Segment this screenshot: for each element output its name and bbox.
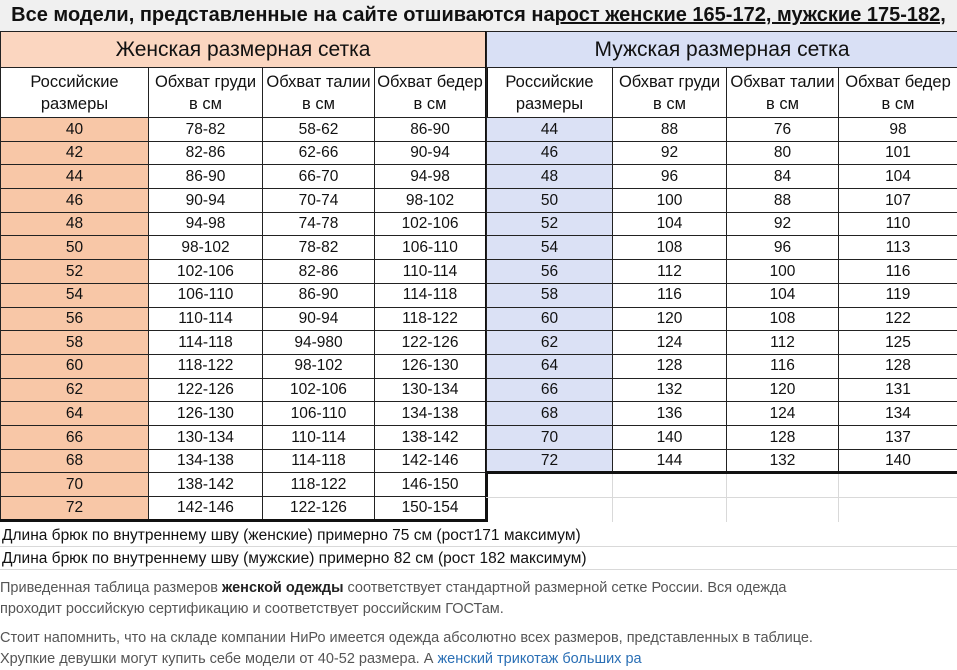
women-size-cell: 72 <box>1 497 149 521</box>
men-size-row <box>487 425 957 449</box>
women-chest-cell: 106-110 <box>149 283 263 307</box>
women-size-cell: 56 <box>1 307 149 331</box>
men-chest-cell: 92 <box>613 141 727 165</box>
men-chest-cell: 124 <box>613 331 727 355</box>
women-size-row <box>1 141 487 165</box>
men-size-cell: 52 <box>487 212 613 236</box>
men-hips-cell: 98 <box>839 118 957 142</box>
women-size-row <box>1 307 487 331</box>
men-size-row <box>487 307 957 331</box>
women-size-cell: 66 <box>1 425 149 449</box>
banner-text: Все модели, представленные на сайте отшиваются на <box>11 4 554 27</box>
men-chest-cell: 116 <box>613 283 727 307</box>
women-size-row <box>1 354 487 378</box>
women-size-cell: 54 <box>1 283 149 307</box>
grid-divider <box>726 474 727 522</box>
men-waist-cell: 120 <box>727 378 839 402</box>
women-size-cell: 52 <box>1 260 149 284</box>
men-hips-cell: 116 <box>839 260 957 284</box>
women-hips-cell: 86-90 <box>375 118 487 142</box>
men-size-row <box>487 260 957 284</box>
women-header-hips: Обхват бедер в см <box>375 68 487 118</box>
empty-grid-area <box>486 474 957 522</box>
men-hips-cell: 107 <box>839 189 957 213</box>
men-chest-cell: 96 <box>613 165 727 189</box>
men-size-row <box>487 449 957 473</box>
paragraph-text: Хрупкие девушки могут купить себе модели от 40-52 размера. А <box>0 651 437 667</box>
men-hips-cell: 113 <box>839 236 957 260</box>
men-size-cell: 66 <box>487 378 613 402</box>
men-waist-cell: 100 <box>727 260 839 284</box>
men-size-cell: 56 <box>487 260 613 284</box>
women-hips-cell: 102-106 <box>375 212 487 236</box>
men-hips-cell: 104 <box>839 165 957 189</box>
men-size-cell: 62 <box>487 331 613 355</box>
men-size-row <box>487 118 957 142</box>
women-hips-cell: 126-130 <box>375 354 487 378</box>
women-waist-cell: 58-62 <box>263 118 375 142</box>
women-hips-cell: 118-122 <box>375 307 487 331</box>
women-hips-cell: 114-118 <box>375 283 487 307</box>
women-size-row <box>1 189 487 213</box>
men-waist-cell: 80 <box>727 141 839 165</box>
men-waist-cell: 76 <box>727 118 839 142</box>
men-size-cell: 70 <box>487 425 613 449</box>
women-chest-cell: 134-138 <box>149 449 263 473</box>
women-size-cell: 60 <box>1 354 149 378</box>
trousers-note-women: Длина брюк по внутреннему шву (женские) примерно 75 см (рост171 максимум) <box>2 527 581 545</box>
men-hips-cell: 122 <box>839 307 957 331</box>
men-hips-cell: 137 <box>839 425 957 449</box>
men-size-row <box>487 165 957 189</box>
women-chest-cell: 102-106 <box>149 260 263 284</box>
men-waist-cell: 88 <box>727 189 839 213</box>
women-chest-cell: 126-130 <box>149 402 263 426</box>
women-size-cell: 40 <box>1 118 149 142</box>
size-info-paragraph <box>0 578 957 620</box>
women-size-cell: 48 <box>1 212 149 236</box>
men-size-cell: 54 <box>487 236 613 260</box>
women-chest-cell: 86-90 <box>149 165 263 189</box>
women-hips-cell: 150-154 <box>375 497 487 521</box>
men-hips-cell: 128 <box>839 354 957 378</box>
men-chest-cell: 144 <box>613 449 727 473</box>
men-hips-cell: 119 <box>839 283 957 307</box>
women-waist-cell: 70-74 <box>263 189 375 213</box>
women-size-row <box>1 378 487 402</box>
plus-size-link[interactable]: женский трикотаж больших ра <box>437 651 641 667</box>
women-waist-cell: 86-90 <box>263 283 375 307</box>
women-hips-cell: 130-134 <box>375 378 487 402</box>
women-size-row <box>1 402 487 426</box>
men-waist-cell: 112 <box>727 331 839 355</box>
note-divider <box>0 546 957 547</box>
paragraph-text: соответствует стандартной размерной сетке России. Вся одежда <box>343 580 786 596</box>
men-size-row <box>487 283 957 307</box>
men-size-cell: 68 <box>487 402 613 426</box>
women-waist-cell: 74-78 <box>263 212 375 236</box>
women-waist-cell: 118-122 <box>263 473 375 497</box>
men-chest-cell: 100 <box>613 189 727 213</box>
men-size-row <box>487 378 957 402</box>
women-hips-cell: 138-142 <box>375 425 487 449</box>
women-waist-cell: 110-114 <box>263 425 375 449</box>
stock-info-paragraph <box>0 628 957 670</box>
women-header-size: Российские размеры <box>1 68 149 118</box>
women-size-cell: 46 <box>1 189 149 213</box>
women-size-row <box>1 236 487 260</box>
women-waist-cell: 62-66 <box>263 141 375 165</box>
note-divider <box>0 569 957 570</box>
women-hips-cell: 94-98 <box>375 165 487 189</box>
women-chest-cell: 110-114 <box>149 307 263 331</box>
women-size-row <box>1 283 487 307</box>
women-header-waist: Обхват талии в см <box>263 68 375 118</box>
women-chest-cell: 122-126 <box>149 378 263 402</box>
women-size-row <box>1 473 487 497</box>
banner-underlined-text: рост женские 165-172, мужские 175-182, <box>555 4 946 27</box>
men-size-cell: 64 <box>487 354 613 378</box>
women-chest-cell: 82-86 <box>149 141 263 165</box>
men-chest-cell: 108 <box>613 236 727 260</box>
women-size-row <box>1 165 487 189</box>
men-chest-cell: 132 <box>613 378 727 402</box>
women-size-row <box>1 331 487 355</box>
women-size-cell: 44 <box>1 165 149 189</box>
men-chest-cell: 112 <box>613 260 727 284</box>
men-size-row <box>487 236 957 260</box>
men-hips-cell: 125 <box>839 331 957 355</box>
women-size-cell: 50 <box>1 236 149 260</box>
women-size-cell: 42 <box>1 141 149 165</box>
women-size-row <box>1 425 487 449</box>
women-size-cell: 62 <box>1 378 149 402</box>
women-waist-cell: 94-980 <box>263 331 375 355</box>
women-chest-cell: 98-102 <box>149 236 263 260</box>
men-chest-cell: 136 <box>613 402 727 426</box>
men-hips-cell: 140 <box>839 449 957 473</box>
women-chest-cell: 94-98 <box>149 212 263 236</box>
men-header-waist: Обхват талии в см <box>727 68 839 118</box>
men-size-cell: 48 <box>487 165 613 189</box>
men-waist-cell: 96 <box>727 236 839 260</box>
women-table-title: Женская размерная сетка <box>1 32 487 68</box>
men-size-row <box>487 141 957 165</box>
size-banner <box>0 0 957 31</box>
trousers-note-men: Длина брюк по внутреннему шву (мужские) примерно 82 см (рост 182 максимум) <box>2 550 587 568</box>
women-hips-cell: 90-94 <box>375 141 487 165</box>
paragraph-text: Приведенная таблица размеров <box>0 580 222 596</box>
women-size-cell: 58 <box>1 331 149 355</box>
women-size-row <box>1 497 487 521</box>
women-waist-cell: 114-118 <box>263 449 375 473</box>
men-size-row <box>487 212 957 236</box>
men-size-row <box>487 402 957 426</box>
men-size-cell: 60 <box>487 307 613 331</box>
women-chest-cell: 138-142 <box>149 473 263 497</box>
women-size-cell: 68 <box>1 449 149 473</box>
men-hips-cell: 134 <box>839 402 957 426</box>
women-chest-cell: 114-118 <box>149 331 263 355</box>
women-size-row <box>1 118 487 142</box>
men-size-table <box>486 31 957 474</box>
women-waist-cell: 78-82 <box>263 236 375 260</box>
men-waist-cell: 116 <box>727 354 839 378</box>
women-chest-cell: 118-122 <box>149 354 263 378</box>
men-size-cell: 72 <box>487 449 613 473</box>
women-waist-cell: 82-86 <box>263 260 375 284</box>
men-size-row <box>487 189 957 213</box>
men-chest-cell: 88 <box>613 118 727 142</box>
women-waist-cell: 102-106 <box>263 378 375 402</box>
men-waist-cell: 108 <box>727 307 839 331</box>
men-waist-cell: 128 <box>727 425 839 449</box>
women-hips-cell: 110-114 <box>375 260 487 284</box>
men-waist-cell: 104 <box>727 283 839 307</box>
men-size-row <box>487 331 957 355</box>
men-header-chest: Обхват груди в см <box>613 68 727 118</box>
men-chest-cell: 104 <box>613 212 727 236</box>
women-waist-cell: 90-94 <box>263 307 375 331</box>
women-chest-cell: 78-82 <box>149 118 263 142</box>
paragraph-bold-text: женской одежды <box>222 580 343 596</box>
women-chest-cell: 142-146 <box>149 497 263 521</box>
women-waist-cell: 98-102 <box>263 354 375 378</box>
men-header-hips: Обхват бедер в см <box>839 68 957 118</box>
men-size-cell: 58 <box>487 283 613 307</box>
women-hips-cell: 146-150 <box>375 473 487 497</box>
men-chest-cell: 120 <box>613 307 727 331</box>
women-size-table <box>0 31 488 522</box>
women-size-row <box>1 449 487 473</box>
women-hips-cell: 134-138 <box>375 402 487 426</box>
men-size-row <box>487 354 957 378</box>
men-waist-cell: 92 <box>727 212 839 236</box>
women-waist-cell: 106-110 <box>263 402 375 426</box>
women-chest-cell: 90-94 <box>149 189 263 213</box>
women-hips-cell: 142-146 <box>375 449 487 473</box>
women-chest-cell: 130-134 <box>149 425 263 449</box>
men-header-size: Российские размеры <box>487 68 613 118</box>
women-size-row <box>1 260 487 284</box>
paragraph-line: проходит российскую сертификацию и соответствует российским ГОСТам. <box>0 599 957 620</box>
women-waist-cell: 66-70 <box>263 165 375 189</box>
women-hips-cell: 98-102 <box>375 189 487 213</box>
women-size-row <box>1 212 487 236</box>
paragraph-line: Стоит напомнить, что на складе компании НиРо имеется одежда абсолютно всех размеров, представленных в таблице. <box>0 628 957 649</box>
men-hips-cell: 110 <box>839 212 957 236</box>
men-chest-cell: 140 <box>613 425 727 449</box>
men-waist-cell: 84 <box>727 165 839 189</box>
women-size-cell: 70 <box>1 473 149 497</box>
women-waist-cell: 122-126 <box>263 497 375 521</box>
grid-divider <box>838 474 839 522</box>
men-hips-cell: 101 <box>839 141 957 165</box>
women-hips-cell: 122-126 <box>375 331 487 355</box>
men-hips-cell: 131 <box>839 378 957 402</box>
men-waist-cell: 132 <box>727 449 839 473</box>
women-size-cell: 64 <box>1 402 149 426</box>
women-header-chest: Обхват груди в см <box>149 68 263 118</box>
men-waist-cell: 124 <box>727 402 839 426</box>
men-size-cell: 44 <box>487 118 613 142</box>
men-size-cell: 50 <box>487 189 613 213</box>
men-size-cell: 46 <box>487 141 613 165</box>
men-table-title: Мужская размерная сетка <box>487 32 957 68</box>
women-hips-cell: 106-110 <box>375 236 487 260</box>
men-chest-cell: 128 <box>613 354 727 378</box>
grid-divider <box>612 474 613 522</box>
